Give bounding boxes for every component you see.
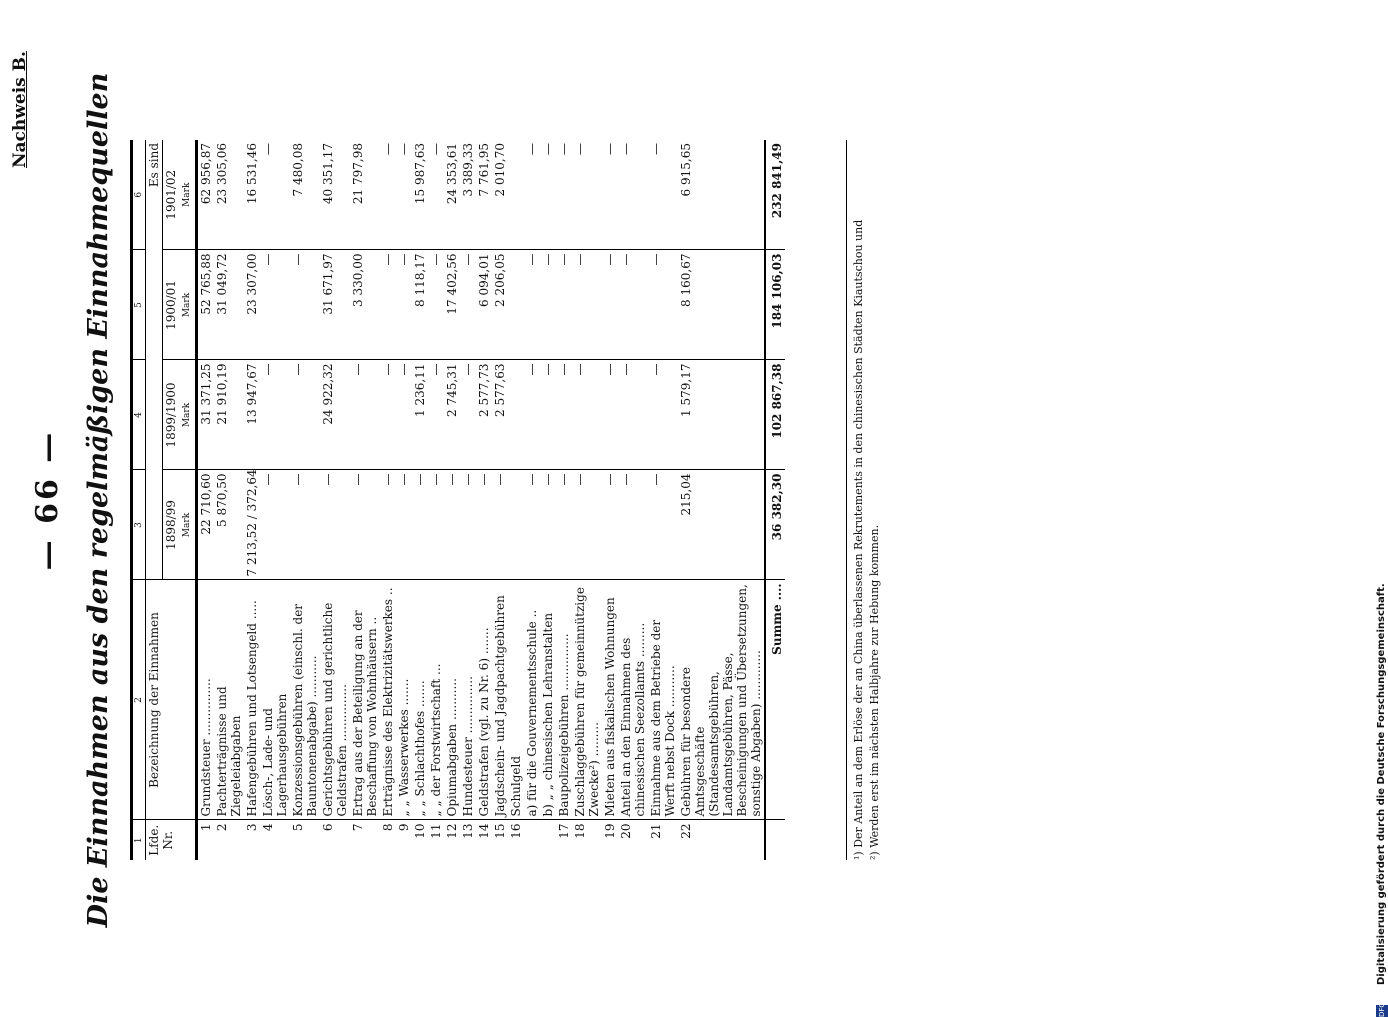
row-value: —: [572, 140, 602, 250]
colnum: 2: [132, 580, 146, 820]
row-value: —: [290, 250, 320, 360]
row-label: „ „ Wasserwerkes .......: [396, 580, 412, 820]
table-row: [320, 140, 350, 860]
row-value: 7 480,08: [290, 140, 320, 250]
row-value: —: [396, 470, 412, 580]
row-value: 8 160,67: [678, 250, 765, 360]
row-value: 62 956,87: [197, 140, 215, 250]
row-value: —: [618, 360, 648, 470]
row-value: —: [492, 470, 508, 580]
colnum: 1: [132, 820, 146, 860]
row-label: Pachterträgnisse und Ziegeleiabgaben: [214, 580, 244, 820]
row-label: Baupolizeigebühren ...............: [556, 580, 572, 820]
header-row: [146, 140, 163, 860]
colnum: 3: [132, 470, 146, 580]
table-row: [260, 140, 290, 860]
row-value: —: [428, 360, 444, 470]
row-value: 2 577,63: [492, 360, 508, 470]
row-value: —: [602, 140, 618, 250]
row-number: 14: [477, 823, 491, 839]
row-value: —: [540, 250, 556, 360]
row-number: 20: [619, 823, 633, 839]
table-row: [678, 140, 765, 860]
colnum: 4: [132, 360, 146, 470]
row-value: 5 870,50: [214, 470, 244, 580]
digitization-credit: Digitalisierung gefördert durch die Deutsche Forschungsgemeinschaft.: [1376, 583, 1387, 985]
row-number: 22: [679, 823, 693, 839]
row-value: —: [320, 470, 350, 580]
row-value: 31 371,25: [197, 360, 215, 470]
row-label: Hundesteuer ...............: [460, 580, 476, 820]
row-value: —: [460, 250, 476, 360]
row-value: —: [428, 250, 444, 360]
row-number: 3: [245, 823, 259, 832]
row-number: 15: [493, 823, 507, 839]
row-value: 17 402,56: [444, 250, 460, 360]
row-value: —: [396, 140, 412, 250]
row-value: —: [444, 470, 460, 580]
row-value: 21 797,98: [350, 140, 380, 250]
row-label: Gerichtsgebühren und gerichtliche Geldstrafen ...............: [320, 580, 350, 820]
year-label: 1899/1900: [164, 382, 178, 448]
row-value: —: [524, 360, 540, 470]
row-value: —: [350, 470, 380, 580]
row-value: —: [380, 470, 396, 580]
row-label: Mieten aus fiskalischen Wohnungen: [602, 580, 618, 820]
row-value: 16 531,46: [244, 140, 260, 250]
row-value: 31 049,72: [214, 250, 244, 360]
row-label: Jagdschein- und Jagdpachtgebühren: [492, 580, 508, 820]
table-row: [556, 140, 572, 860]
row-value: —: [380, 360, 396, 470]
row-number: 11: [429, 823, 443, 839]
row-number: [524, 820, 540, 860]
sum-value: 232 841,49: [765, 140, 785, 250]
row-value: —: [648, 470, 678, 580]
row-value: 2 577,73: [476, 360, 492, 470]
dfg-logo: DFG: [1378, 1002, 1386, 1017]
row-label: Anteil an den Einnahmen des chinesischen Seezollamts .........: [618, 580, 648, 820]
colnum: 5: [132, 250, 146, 360]
row-value: 2 745,31: [444, 360, 460, 470]
row-value: 13 947,67: [244, 360, 260, 470]
row-label: a) für die Gouvernementsschule ..: [524, 580, 540, 820]
row-value: 2 010,70: [492, 140, 508, 250]
table-row: [396, 140, 412, 860]
row-value: —: [460, 470, 476, 580]
row-value: —: [260, 250, 290, 360]
row-value: —: [350, 360, 380, 470]
row-value: 1 579,17: [678, 360, 765, 470]
row-value: —: [602, 250, 618, 360]
row-value: —: [524, 470, 540, 580]
sum-label: Summe ....: [765, 580, 785, 820]
row-value: [508, 470, 524, 580]
row-number: 19: [603, 823, 617, 839]
row-value: 8 118,17: [412, 250, 428, 360]
row-label: Einnahme aus dem Betriebe der Werft nebst Dock ...........: [648, 580, 678, 820]
year-header: [163, 250, 197, 360]
footnote: ²) Werden erst im nächsten Halbjahre zur Hebung kommen.: [868, 524, 881, 860]
table-row: [244, 140, 260, 860]
row-value: —: [428, 470, 444, 580]
row-value: —: [556, 470, 572, 580]
row-label: Ertrag aus der Beteiligung an der Beschaffung von Wohnhäusern ..: [350, 580, 380, 820]
table-row: [350, 140, 380, 860]
row-value: —: [618, 470, 648, 580]
colnum: 6: [132, 140, 146, 250]
year-header: [163, 360, 197, 470]
row-number: 7: [351, 823, 365, 832]
unit-label: Mark: [182, 512, 192, 538]
row-value: 24 922,32: [320, 360, 350, 470]
bezeichnung-header: Bezeichnung der Einnahmen: [146, 580, 197, 820]
row-value: —: [396, 250, 412, 360]
row-number: 21: [649, 823, 663, 839]
row-value: —: [260, 140, 290, 250]
row-value: 215,04: [678, 470, 765, 580]
table-row: [508, 140, 524, 860]
row-value: —: [572, 360, 602, 470]
unit-label: Mark: [182, 292, 192, 318]
row-value: 3 330,00: [350, 250, 380, 360]
row-value: —: [618, 250, 648, 360]
row-label: Hafengebühren und Lotsengeld .....: [244, 580, 260, 820]
year-label: 1898/99: [164, 500, 178, 550]
row-label: b) „ „ chinesischen Lehranstalten: [540, 580, 556, 820]
table-row: [572, 140, 602, 860]
row-label: Gebühren für besondere Amtsgeschäfte (Standesamtsgebühren, Landamtsgebühren, Pässe, Bescheinigungen und Übersetzungen, sonstige Abgaben) .............: [678, 580, 765, 820]
row-value: —: [460, 360, 476, 470]
row-value: 2 206,05: [492, 250, 508, 360]
year-header: [163, 470, 197, 580]
row-value: —: [524, 250, 540, 360]
row-value: 15 987,63: [412, 140, 428, 250]
row-label: Geldstrafen (vgl. zu Nr. 6) .......: [476, 580, 492, 820]
table-row: [540, 140, 556, 860]
row-value: —: [380, 140, 396, 250]
page-title: Die Einnahmen aus den regelmäßigen Einnahmequellen: [83, 72, 114, 928]
row-label: Konzessionsgebühren (einschl. der Bauntonenabgabe) ...........: [290, 580, 320, 820]
row-number: 6: [321, 823, 335, 832]
row-number: 9: [397, 823, 411, 832]
footnotes: [846, 140, 883, 860]
es-sind-header: Es sind: [146, 140, 163, 580]
sum-value: 102 867,38: [765, 360, 785, 470]
row-number: 17: [557, 823, 571, 839]
row-value: —: [540, 360, 556, 470]
row-value: —: [602, 360, 618, 470]
unit-label: Mark: [182, 182, 192, 207]
row-number: 13: [461, 823, 475, 839]
row-number: 16: [509, 823, 523, 839]
row-value: [508, 140, 524, 250]
row-number: 4: [261, 823, 275, 832]
row-value: 7 213,52 / 372,64: [244, 470, 260, 580]
row-value: —: [556, 140, 572, 250]
nachweis-label: Nachweis B.: [10, 51, 30, 168]
table-row: [214, 140, 244, 860]
row-value: —: [476, 470, 492, 580]
row-value: —: [396, 360, 412, 470]
unit-label: Mark: [182, 402, 192, 428]
table-row: [197, 140, 215, 860]
table-row: [428, 140, 444, 860]
row-value: —: [540, 140, 556, 250]
table-row: [290, 140, 320, 860]
row-label: „ „ der Forstwirtschaft ...: [428, 580, 444, 820]
sum-value: 184 106,03: [765, 250, 785, 360]
sum-row: [765, 140, 785, 860]
row-value: —: [260, 360, 290, 470]
row-value: 21 910,19: [214, 360, 244, 470]
row-value: —: [260, 470, 290, 580]
row-value: —: [524, 140, 540, 250]
year-label: 1901/02: [164, 169, 178, 220]
row-label: Opiumabgaben ...........: [444, 580, 460, 820]
row-number: 18: [573, 823, 587, 839]
row-value: 6 094,01: [476, 250, 492, 360]
row-value: —: [618, 140, 648, 250]
table-row: [380, 140, 396, 860]
row-value: —: [602, 470, 618, 580]
row-value: —: [290, 360, 320, 470]
row-value: 52 765,88: [197, 250, 215, 360]
row-value: 40 351,17: [320, 140, 350, 250]
table-row: [476, 140, 492, 860]
row-value: 24 353,61: [444, 140, 460, 250]
table-body: [197, 140, 766, 860]
table-row: [602, 140, 618, 860]
row-number: 12: [445, 823, 459, 839]
page-number: — 66 —: [30, 429, 65, 571]
table-row: [618, 140, 648, 860]
year-label: 1900/01: [164, 280, 178, 330]
row-value: —: [428, 140, 444, 250]
row-number: [540, 820, 556, 860]
row-value: 22 710,60: [197, 470, 215, 580]
row-value: —: [556, 250, 572, 360]
row-value: —: [380, 250, 396, 360]
row-label: „ „ Schlachthofes .......: [412, 580, 428, 820]
row-value: 1 236,11: [412, 360, 428, 470]
row-value: [508, 250, 524, 360]
row-number: 2: [215, 823, 229, 832]
table-row: [444, 140, 460, 860]
row-value: —: [572, 250, 602, 360]
lfd-nr-header: Lfde. Nr.: [146, 820, 197, 860]
row-value: 3 389,33: [460, 140, 476, 250]
row-label: Lösch-, Lade- und Lagerhausgebühren: [260, 580, 290, 820]
table-row: [412, 140, 428, 860]
sum-nr: [765, 820, 785, 860]
row-number: 1: [199, 823, 213, 832]
row-label: Schulgeld: [508, 580, 524, 820]
table-row: [648, 140, 678, 860]
column-number-row: [132, 140, 146, 860]
sum-value: 36 382,30: [765, 470, 785, 580]
row-value: —: [648, 140, 678, 250]
table-row: [524, 140, 540, 860]
row-value: 7 761,95: [476, 140, 492, 250]
row-value: 23 307,00: [244, 250, 260, 360]
row-label: Zuschlaggebühren für gemeinnützige Zwecke²) .........: [572, 580, 602, 820]
row-value: [508, 360, 524, 470]
row-label: Erträgnisse des Elektrizitätswerkes ..: [380, 580, 396, 820]
revenue-table: [130, 140, 785, 860]
row-label: Grundsteuer ...............: [197, 580, 215, 820]
table-row: [492, 140, 508, 860]
row-value: —: [540, 470, 556, 580]
row-value: —: [648, 250, 678, 360]
row-value: —: [648, 360, 678, 470]
table-row: [460, 140, 476, 860]
year-header: [163, 140, 197, 250]
footnote: ¹) Der Anteil an dem Erlöse der an China überlassenen Rekrutements in den chinesischen Städten Kiautschou und: [852, 219, 865, 860]
row-value: —: [572, 470, 602, 580]
row-value: 23 305,06: [214, 140, 244, 250]
row-value: —: [290, 470, 320, 580]
row-value: —: [556, 360, 572, 470]
row-value: —: [412, 470, 428, 580]
row-number: 5: [291, 823, 305, 832]
row-number: 8: [381, 823, 395, 832]
row-number: 10: [413, 823, 427, 839]
row-value: 6 915,65: [678, 140, 765, 250]
row-value: 31 671,97: [320, 250, 350, 360]
